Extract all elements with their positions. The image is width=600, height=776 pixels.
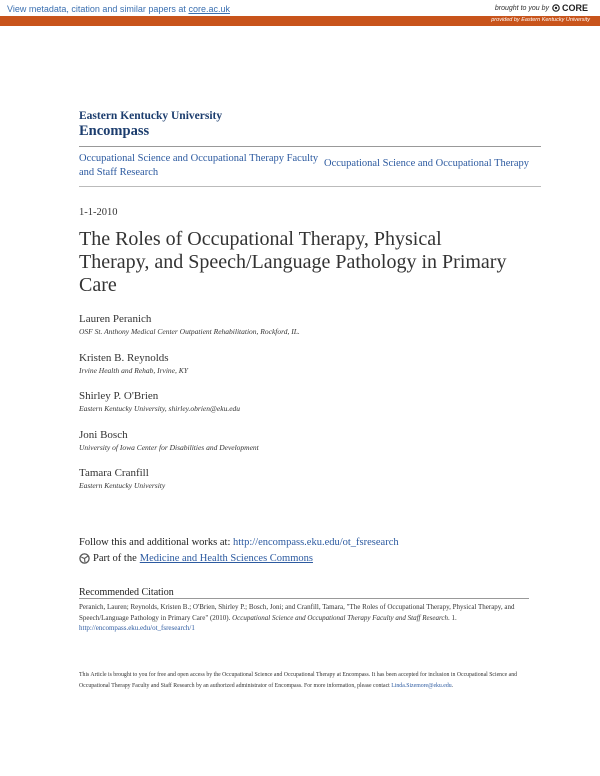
university-name[interactable]: Eastern Kentucky University xyxy=(79,110,223,122)
collection-link-faculty[interactable]: Occupational Science and Occupational Therapy Faculty and Staff Research xyxy=(79,153,319,178)
contact-email-link[interactable]: Linda.Sizemore@eku.edu xyxy=(391,682,452,689)
commons-link[interactable]: Medicine and Health Sciences Commons xyxy=(139,553,313,564)
author-name: Joni Bosch xyxy=(79,428,128,441)
article-title: The Roles of Occupational Therapy, Physical Therapy, and Speech/Language Pathology in Primary Care xyxy=(79,228,507,296)
author-affiliation: Eastern Kentucky University xyxy=(79,481,166,490)
commons-network-icon xyxy=(79,553,90,564)
recommended-citation xyxy=(79,602,529,634)
author-name: Lauren Peranich xyxy=(79,313,152,325)
divider xyxy=(79,598,529,599)
author-affiliation: OSF St. Anthony Medical Center Outpatient Rehabilitation, Rockford, IL. xyxy=(79,327,300,336)
citation-url-link[interactable]: http://encompass.eku.edu/ot_fsresearch/1 xyxy=(79,624,195,632)
author-affiliation: Eastern Kentucky University, shirley.obrien@eku.edu xyxy=(79,404,241,413)
core-logo-text: CORE xyxy=(561,3,588,13)
brought-by-text: brought to you by xyxy=(494,4,549,12)
author-name: Tamara Cranfill xyxy=(79,467,149,479)
core-logo[interactable] xyxy=(552,3,588,13)
part-of-text: Part of the xyxy=(93,553,137,564)
notice-text: This Article is brought to you for free and open access by the Occupational Science and Occupational Therapy at Encompass. It has been accepted for inclusion in Occupational Science and Occupational Therapy Faculty and Staff Research by an authorized administrator of Encompass. For more information, please contact xyxy=(79,672,518,689)
core-logo-icon xyxy=(552,4,560,12)
provider-strip xyxy=(0,16,600,26)
citation-end: . 1. xyxy=(448,613,457,622)
core-url-link[interactable]: core.ac.uk xyxy=(188,4,230,14)
publication-date: 1-1-2010 xyxy=(79,207,118,218)
follow-text: Follow this and additional works at: xyxy=(79,537,233,548)
core-banner xyxy=(0,0,600,28)
core-brought-by xyxy=(495,3,588,13)
notice-end: . xyxy=(451,682,454,689)
author-name: Kristen B. Reynolds xyxy=(79,351,169,364)
author-entry xyxy=(79,428,519,467)
core-view-text: View metadata, citation and similar papers at xyxy=(7,4,189,14)
author-affiliation: University of Iowa Center for Disabilities and Development xyxy=(79,442,259,452)
access-notice xyxy=(79,670,524,691)
citation-journal: Occupational Science and Occupational Therapy Faculty and Staff Research xyxy=(232,613,449,622)
divider xyxy=(79,146,541,147)
author-affiliation: Irvine Health and Rehab, Irvine, KY xyxy=(79,365,188,375)
collection-link-department[interactable]: Occupational Science and Occupational Therapy xyxy=(324,158,530,169)
author-list xyxy=(79,312,519,505)
author-name: Shirley P. O'Brien xyxy=(79,390,159,402)
follow-url-link[interactable]: http://encompass.eku.edu/ot_fsresearch xyxy=(233,537,399,548)
core-view-link[interactable] xyxy=(7,4,230,14)
repository-name[interactable]: Encompass xyxy=(79,123,150,139)
follow-line xyxy=(79,537,399,548)
author-entry xyxy=(79,351,519,390)
provided-by-text: provided by Eastern Kentucky University xyxy=(491,17,590,23)
author-entry xyxy=(79,466,519,505)
author-entry xyxy=(79,389,519,428)
part-of-line xyxy=(79,553,313,564)
author-entry xyxy=(79,312,519,351)
citation-text: Peranich, Lauren; Reynolds, Kristen B.; O'Brien, Shirley P.; Bosch, Joni; and Cranfill, Tamara, "The Roles of Occupational Therapy, Physical Therapy, and Speech/Language Pathology in Primary Care" (2010). xyxy=(79,603,515,622)
divider xyxy=(79,186,541,187)
repository-header xyxy=(79,110,222,140)
recommended-citation-heading: Recommended Citation xyxy=(79,587,174,598)
